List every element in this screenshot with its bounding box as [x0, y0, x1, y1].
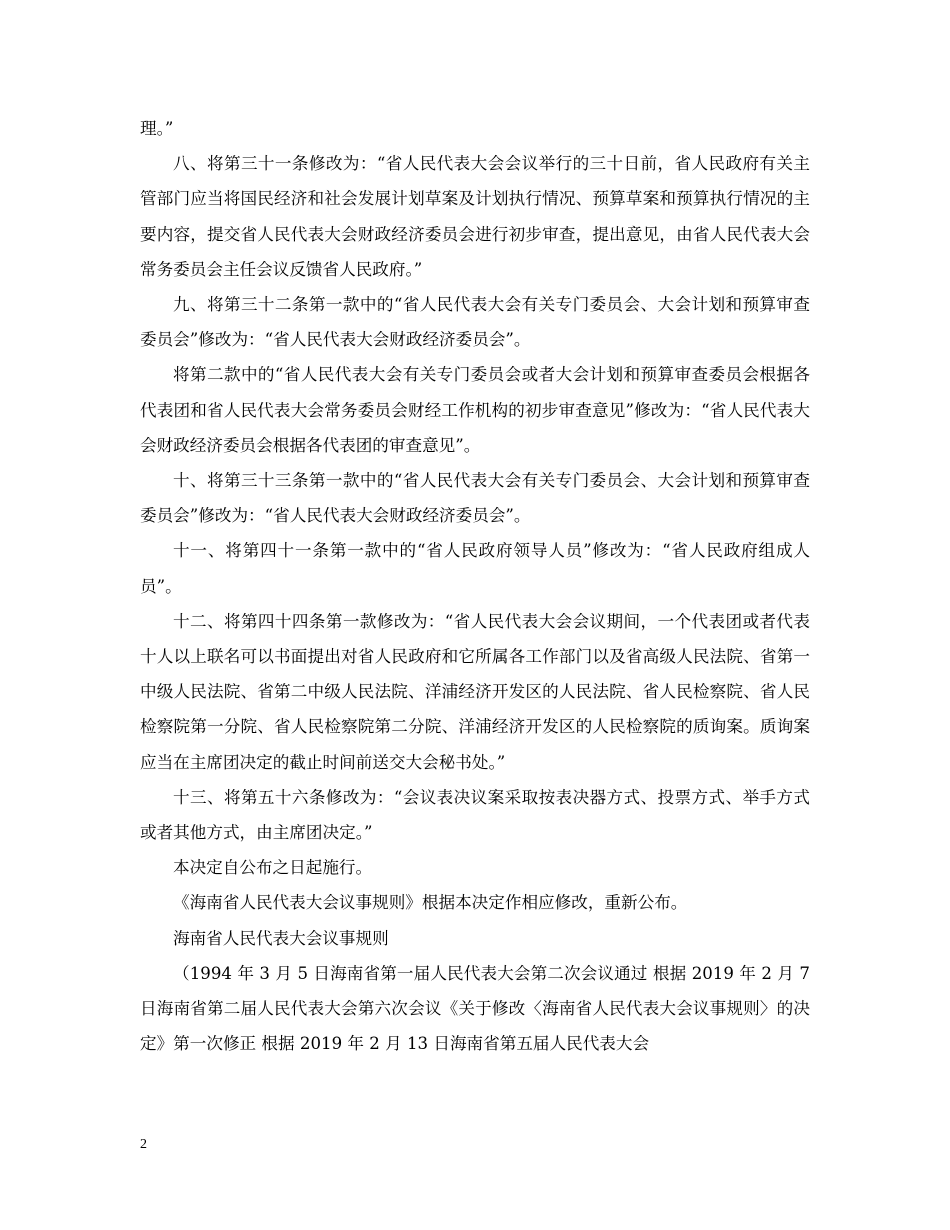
- document-body: [140, 111, 810, 1061]
- paragraph-4: 将第二款中的“省人民代表大会有关专门委员会或者大会计划和预算审查委员会根据各代表团和省人民代表大会常务委员会财经工作机构的初步审查意见”修改为：“省人民代表大会财政经济委员会根据各代表团的审查意见”。: [140, 365, 810, 455]
- paragraph-6: 十一、将第四十一条第一款中的“省人民政府领导人员”修改为：“省人民政府组成人员”。: [140, 541, 810, 596]
- paragraph-1: 理。”: [140, 119, 174, 138]
- paragraph-11: 海南省人民代表大会议事规则: [173, 928, 389, 948]
- page-number: 2: [140, 1137, 147, 1152]
- paragraph-10: 《海南省人民代表大会议事规则》根据本决定作相应修改，重新公布。: [173, 893, 688, 913]
- paragraph-5: 十、将第三十三条第一款中的“省人民代表大会有关专门委员会、大会计划和预算审查委员会”修改为：“省人民代表大会财政经济委员会”。: [140, 471, 810, 526]
- paragraph-2: 八、将第三十一条修改为：“省人民代表大会会议举行的三十日前，省人民政府有关主管部门应当将国民经济和社会发展计划草案及计划执行情况、预算草案和预算执行情况的主要内容，提交省人民代表大会财政经济委员会进行初步审查，提出意见，由省人民代表大会常务委员会主任会议反馈省人民政府。”: [140, 154, 810, 279]
- paragraph-3: 九、将第三十二条第一款中的“省人民代表大会有关专门委员会、大会计划和预算审查委员会”修改为：“省人民代表大会财政经济委员会”。: [140, 295, 810, 350]
- paragraph-12: （1994 年 3 月 5 日海南省第一届人民代表大会第二次会议通过 根据 2019 年 2 月 7 日海南省第二届人民代表大会第六次会议《关于修改〈海南省人民代表大会议事规则〉的决定》第一次修正 根据 2019 年 2 月 13 日海南省第五届人民代表大会: [140, 963, 810, 1054]
- paragraph-9: 本决定自公布之日起施行。: [173, 858, 373, 878]
- paragraph-7: 十二、将第四十四条第一款修改为：“省人民代表大会会议期间，一个代表团或者代表十人以上联名可以书面提出对省人民政府和它所属各工作部门以及省高级人民法院、省第一中级人民法院、省第二中级人民法院、洋浦经济开发区的人民法院、省人民检察院、省人民检察院第一分院、省人民检察院第二分院、洋浦经济开发区的人民检察院的质询案。质询案应当在主席团决定的截止时间前送交大会秘书处。”: [140, 611, 810, 772]
- paragraph-8: 十三、将第五十六条修改为：“会议表决议案采取按表决器方式、投票方式、举手方式或者其他方式，由主席团决定。”: [140, 787, 810, 843]
